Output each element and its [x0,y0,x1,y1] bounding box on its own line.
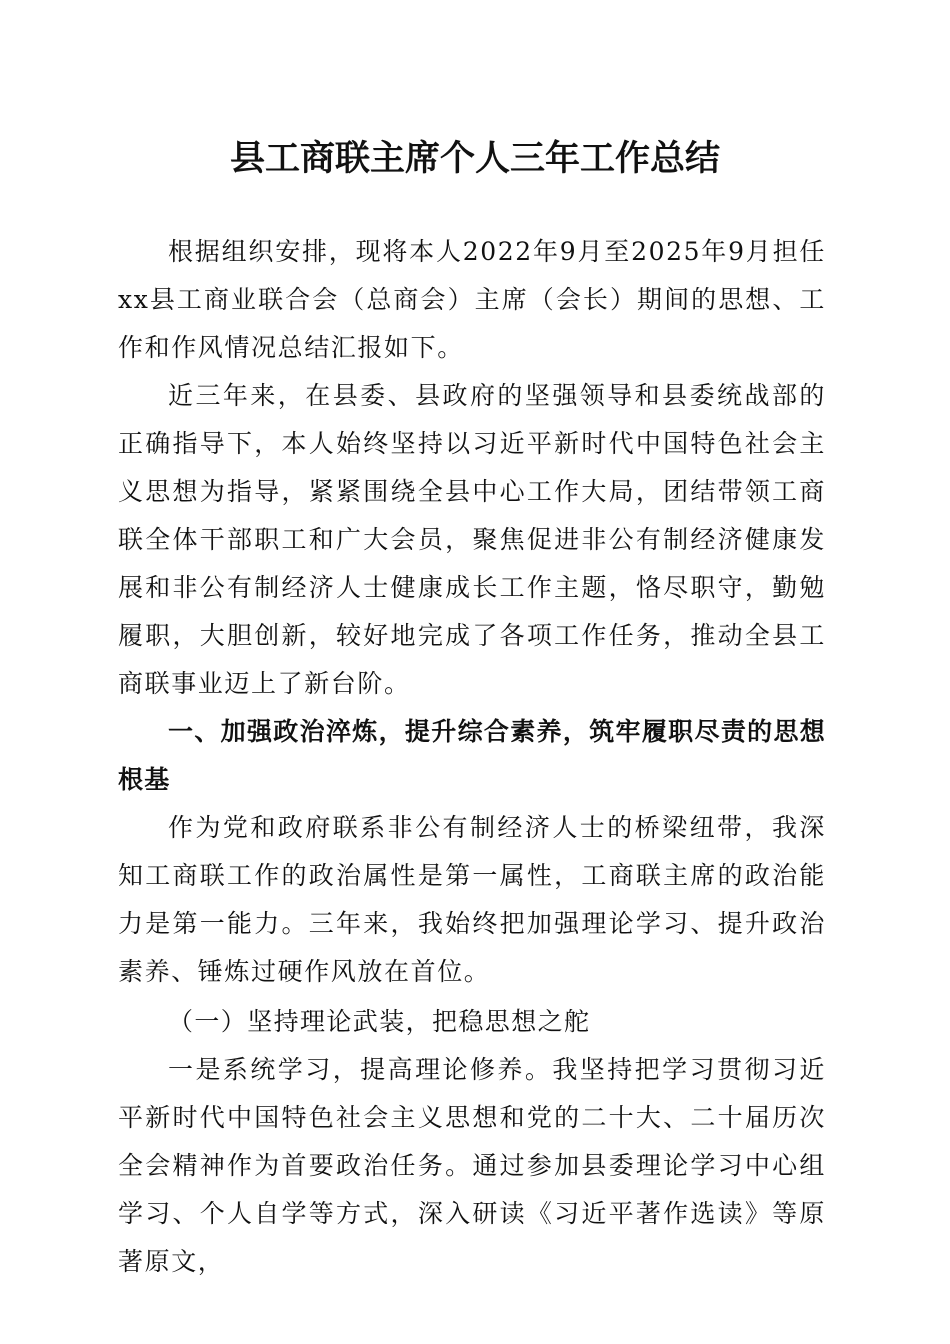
subsection-one-paragraph: 一是系统学习，提高理论修养。我坚持把学习贯彻习近平新时代中国特色社会主义思想和党的二十大、二十届历次全会精神作为首要政治任务。通过参加县委理论学习中心组学习、个人自学等方式，深入研读《习近平著作选读》等原著原文， [118,1055,826,1276]
section-one-paragraph: 作为党和政府联系非公有制经济人士的桥梁纽带，我深知工商联工作的政治属性是第一属性，工商联主席的政治能力是第一能力。三年来，我始终把加强理论学习、提升政治素养、锤炼过硬作风放在首位。 [118,813,826,986]
overview-paragraph: 近三年来，在县委、县政府的坚强领导和县委统战部的正确指导下，本人始终坚持以习近平新时代中国特色社会主义思想为指导，紧紧围绕全县中心工作大局，团结带领工商联全体干部职工和广大会员，聚焦促进非公有制经济健康发展和非公有制经济人士健康成长工作主题，恪尽职守，勤勉履职，大胆创新，较好地完成了各项工作任务，推动全县工商联事业迈上了新台阶。 [118,381,826,698]
document-body [118,228,826,1286]
document-title: 县工商联主席个人三年工作总结 [229,139,720,179]
subsection-one-heading: （一）坚持理论武装，把稳思想之舵 [168,1007,591,1036]
section-one-heading: 一、加强政治淬炼，提升综合素养，筑牢履职尽责的思想根基 [118,717,826,794]
intro-paragraph: 根据组织安排，现将本人2022年9月至2025年9月担任xx县工商业联合会（总商会）主席（会长）期间的思想、工作和作风情况总结汇报如下。 [118,237,826,362]
